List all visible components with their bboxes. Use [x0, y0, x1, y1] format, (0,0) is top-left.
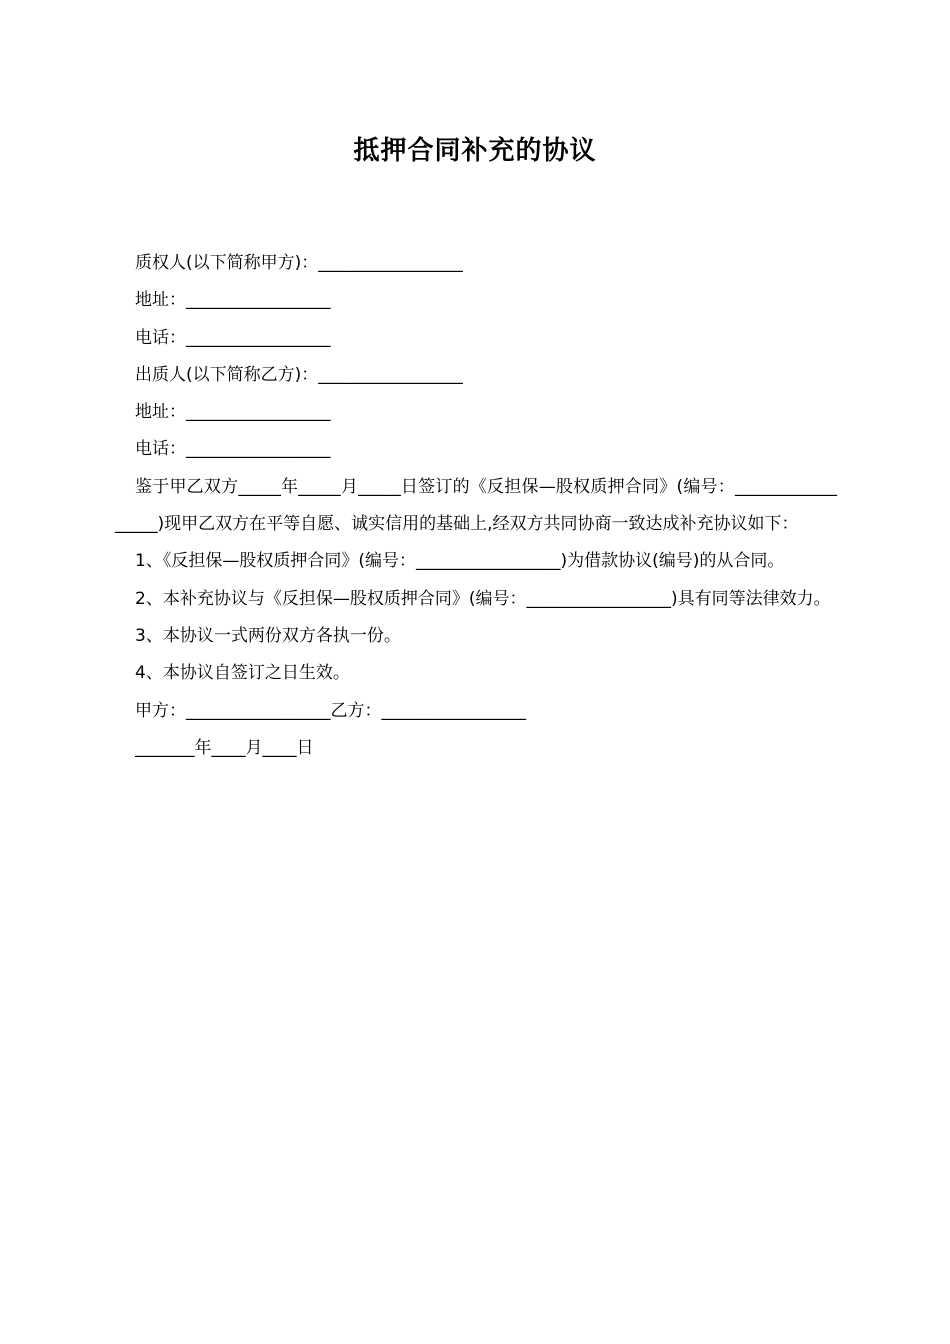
party-b-phone: 电话：_________________: [135, 439, 331, 460]
preamble-paragraph: 鉴于甲乙双方_____年_____月_____日签订的《反担保—股权质押合同》(编号：_________________)现甲乙双方在平等自愿、诚实信用的基础上,经双方共同协商一致达成补充协议如下：: [115, 476, 837, 535]
clause-3: 3、本协议一式两份双方各执一份。: [135, 625, 401, 646]
party-b-address: 地址：_________________: [135, 402, 331, 423]
party-a-address: 地址：_________________: [135, 290, 331, 311]
clause-2: 2、本补充协议与《反担保—股权质押合同》(编号：_________________)具有同等法律效力。: [135, 588, 831, 609]
signature-line: [115, 693, 837, 730]
date-line: _______年____月____日: [135, 737, 314, 758]
signature-party-b: 乙方：_________________: [330, 700, 526, 721]
document-body: [115, 245, 837, 767]
clause-4: 4、本协议自签订之日生效。: [135, 663, 350, 684]
party-a-line: 质权人(以下简称甲方)：_________________: [135, 253, 463, 273]
clause-1: 1、《反担保—股权质押合同》(编号：_________________)为借款协议(编号)的从合同。: [135, 551, 785, 572]
document-title: 抵押合同补充的协议: [353, 136, 597, 166]
party-a-phone: 电话：_________________: [135, 327, 331, 348]
party-b-line: 出质人(以下简称乙方)：_________________: [135, 364, 463, 385]
signature-party-a: 甲方：_________________: [135, 700, 331, 721]
